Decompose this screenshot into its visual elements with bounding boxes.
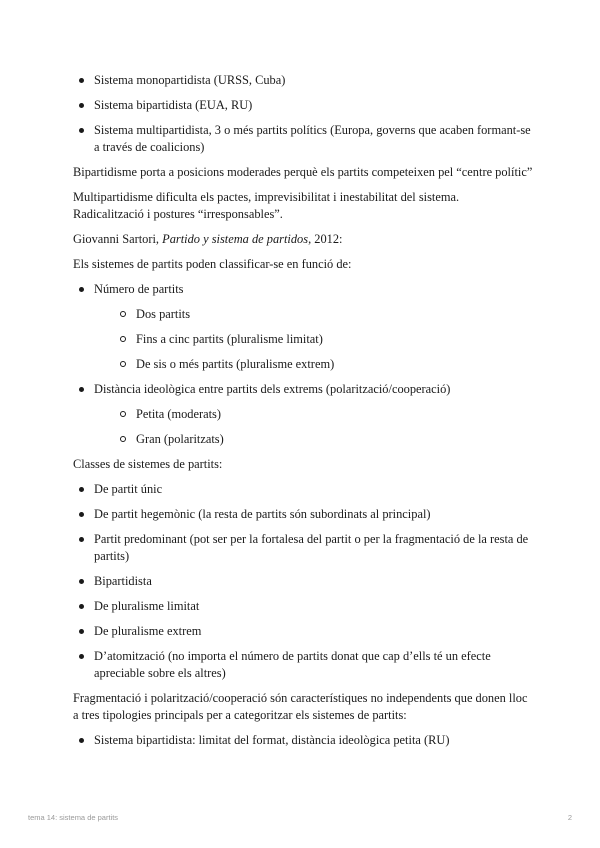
list-item: Sistema monopartidista (URSS, Cuba) [73,72,533,89]
sub-list-item: Gran (polaritzats) [115,431,533,448]
paragraph-multipartidisme: Multipartidisme dificulta els pactes, imprevisibilitat i inestabilitat del sistema. Radicalització i postures “irresponsables”. [73,190,460,221]
sub-list-item: Dos partits [115,306,533,323]
paragraph-classes: Classes de sistemes de partits: [73,457,223,471]
list-item: De pluralisme extrem [73,623,533,640]
typologies-list [73,732,533,749]
sub-list [94,406,533,448]
sub-list [94,306,533,373]
criteria-list [73,281,533,448]
sub-list-item: Petita (moderats) [115,406,533,423]
list-item: De partit hegemònic (la resta de partits són subordinats al principal) [73,506,533,523]
paragraph-classification: Els sistemes de partits poden classificar-se en funció de: [73,257,352,271]
classes-list [73,481,533,682]
list-item: Bipartidista [73,573,533,590]
list-item: Sistema bipartidista (EUA, RU) [73,97,533,114]
citation-sartori [73,231,533,248]
list-item [73,381,533,448]
citation-author: Giovanni Sartori, [73,232,163,246]
citation-title: Partido y sistema de partidos [162,232,309,246]
list-item [73,281,533,373]
footer-title: tema 14: sistema de partits [28,813,119,822]
list-item: Sistema multipartidista, 3 o més partits polítics (Europa, governs que acaben formant-se a través de coalicions) [73,122,533,156]
list-item: Sistema bipartidista: limitat del format, distància ideològica petita (RU) [73,732,533,749]
party-system-list [73,72,533,156]
list-item: De pluralisme limitat [73,598,533,615]
sub-list-item: Fins a cinc partits (pluralisme limitat) [115,331,533,348]
page-number: 2 [567,813,572,822]
page-content [73,72,533,757]
sub-list-item: De sis o més partits (pluralisme extrem) [115,356,533,373]
citation-year: , 2012: [308,232,343,246]
list-item: D’atomització (no importa el número de partits donat que cap d’ells té un efecte apreciable sobre els altres) [73,648,533,682]
criteria-label: Distància ideològica entre partits dels extrems (polarització/cooperació) [94,382,451,396]
paragraph-bipartidisme: Bipartidisme porta a posicions moderades perquè els partits competeixen pel “centre polític” [73,165,533,179]
list-item: Partit predominant (pot ser per la fortalesa del partit o per la fragmentació de la resta de partits) [73,531,533,565]
list-item: De partit únic [73,481,533,498]
criteria-label: Número de partits [94,282,184,296]
paragraph-typologies: Fragmentació i polarització/cooperació són característiques no independents que donen lloc a tres tipologies principals per a categoritzar els sistemes de partits: [73,691,528,722]
